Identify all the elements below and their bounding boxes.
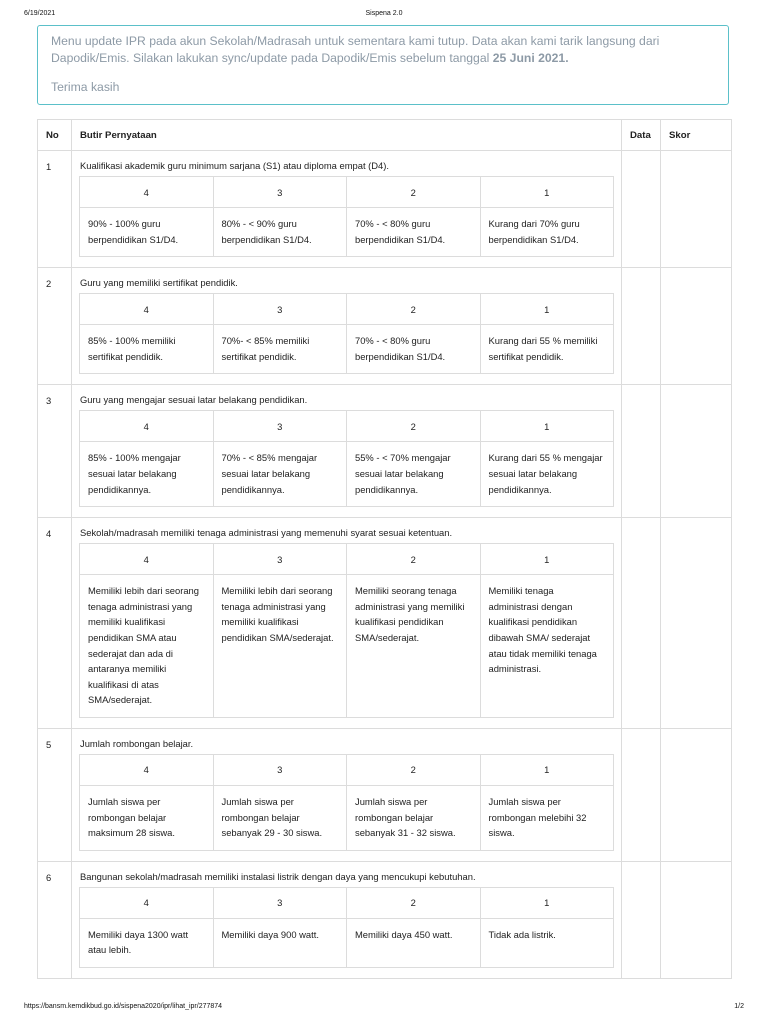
statement-text: Kualifikasi akademik guru minimum sarjana (S1) atau diploma empat (D4). xyxy=(80,160,389,171)
statement-cell xyxy=(72,861,622,978)
row-number: 6 xyxy=(38,861,72,978)
rubric-criterion: Memiliki lebih dari seorang tenaga administrasi yang memiliki kualifikasi pendidikan SMA/sederajat. xyxy=(213,575,347,718)
rubric-level-header: 3 xyxy=(213,177,347,208)
header-statement: Butir Pernyataan xyxy=(72,120,622,151)
notice-line-2 xyxy=(51,50,715,67)
table-row xyxy=(38,385,732,518)
rubric-table xyxy=(79,176,614,257)
statement-cell xyxy=(72,728,622,861)
rubric-criterion: Kurang dari 55 % memiliki sertifikat pendidik. xyxy=(480,325,614,374)
rubric-criterion: Tidak ada listrik. xyxy=(480,918,614,967)
data-cell xyxy=(622,151,661,268)
rubric-level-header: 2 xyxy=(347,411,481,442)
data-cell xyxy=(622,268,661,385)
data-cell xyxy=(622,385,661,518)
rubric-level-header: 3 xyxy=(213,294,347,325)
statement-text: Guru yang mengajar sesuai latar belakang pendidikan. xyxy=(80,394,308,406)
rubric-criterion: Memiliki tenaga administrasi dengan kualifikasi pendidikan dibawah SMA/ sederajat atau tidak memiliki tenaga administrasi. xyxy=(480,575,614,718)
statement-cell xyxy=(72,151,622,268)
rubric-level-header: 1 xyxy=(480,411,614,442)
score-cell xyxy=(661,728,732,861)
statement-text: Sekolah/madrasah memiliki tenaga administrasi yang memenuhi syarat sesuai ketentuan. xyxy=(80,527,453,539)
rubric-level-header: 1 xyxy=(480,754,614,785)
rubric-criterion: Kurang dari 70% guru berpendidikan S1/D4. xyxy=(480,208,614,257)
rubric-criterion: 85% - 100% memiliki sertifikat pendidik. xyxy=(80,325,214,374)
notice-line-1: Menu update IPR pada akun Sekolah/Madrasah untuk sementara kami tutup. Data akan kami tarik langsung dari xyxy=(51,34,660,48)
rubric-level-header: 2 xyxy=(347,754,481,785)
score-cell xyxy=(661,518,732,729)
rubric-level-header: 4 xyxy=(80,754,214,785)
notice-alert xyxy=(37,25,729,105)
row-number: 4 xyxy=(38,518,72,729)
score-cell xyxy=(661,151,732,268)
rubric-level-header: 2 xyxy=(347,544,481,575)
table-row xyxy=(38,268,732,385)
header-data: Data xyxy=(622,120,661,151)
statement-cell xyxy=(72,268,622,385)
rubric-level-header: 2 xyxy=(347,887,481,918)
rubric-table xyxy=(79,410,614,507)
rubric-level-header: 3 xyxy=(213,754,347,785)
rubric-criterion: Jumlah siswa per rombongan melebihi 32 siswa. xyxy=(480,785,614,850)
print-date: 6/19/2021 xyxy=(24,10,56,17)
rubric-level-header: 3 xyxy=(213,544,347,575)
statement-cell xyxy=(72,518,622,729)
rubric-criteria-row xyxy=(80,785,614,850)
notice-deadline-date: 25 Juni 2021. xyxy=(492,50,569,65)
data-cell xyxy=(622,861,661,978)
header-no: No xyxy=(38,120,72,151)
rubric-criterion: 90% - 100% guru berpendidikan S1/D4. xyxy=(80,208,214,257)
rubric-criteria-row xyxy=(80,442,614,507)
print-url: https://bansm.kemdikbud.go.id/sispena2020/ipr/lihat_ipr/277874 xyxy=(24,1003,223,1010)
rubric-level-header: 3 xyxy=(213,411,347,442)
rubric-level-header: 4 xyxy=(80,294,214,325)
rubric-level-header: 4 xyxy=(80,887,214,918)
rubric-level-header: 3 xyxy=(213,887,347,918)
rubric-header-row xyxy=(80,294,614,325)
rubric-header-row xyxy=(80,411,614,442)
rubric-table xyxy=(79,293,614,374)
rubric-criteria-row xyxy=(80,325,614,374)
rubric-level-header: 2 xyxy=(347,294,481,325)
rubric-header-row xyxy=(80,887,614,918)
rubric-level-header: 1 xyxy=(480,294,614,325)
rubric-table xyxy=(79,543,614,718)
table-row xyxy=(38,728,732,861)
rubric-criterion: 70% - < 85% mengajar sesuai latar belakang pendidikannya. xyxy=(213,442,347,507)
assessment-table xyxy=(37,119,732,979)
table-row xyxy=(38,518,732,729)
rubric-criterion: Jumlah siswa per rombongan belajar maksimum 28 siswa. xyxy=(80,785,214,850)
score-cell xyxy=(661,861,732,978)
row-number: 1 xyxy=(38,151,72,268)
rubric-criterion: 55% - < 70% mengajar sesuai latar belakang pendidikannya. xyxy=(347,442,481,507)
rubric-criteria-row xyxy=(80,575,614,718)
table-header-row xyxy=(38,120,732,151)
rubric-criterion: 70% - < 80% guru berpendidikan S1/D4. xyxy=(347,325,481,374)
rubric-level-header: 4 xyxy=(80,177,214,208)
rubric-header-row xyxy=(80,177,614,208)
table-row xyxy=(38,151,732,268)
print-title: Sispena 2.0 xyxy=(365,10,403,17)
rubric-criterion: Memiliki daya 1300 watt atau lebih. xyxy=(80,918,214,967)
rubric-level-header: 1 xyxy=(480,177,614,208)
notice-line-2-text: Dapodik/Emis. Silakan lakukan sync/update pada Dapodik/Emis sebelum tanggal xyxy=(51,50,493,65)
data-cell xyxy=(622,518,661,729)
score-cell xyxy=(661,268,732,385)
rubric-criterion: Memiliki seorang tenaga administrasi yang memiliki kualifikasi pendidikan SMA/sederajat. xyxy=(347,575,481,718)
statement-text: Bangunan sekolah/madrasah memiliki instalasi listrik dengan daya yang mencukupi kebutuhan. xyxy=(80,870,476,882)
rubric-header-row xyxy=(80,754,614,785)
rubric-table xyxy=(79,754,614,851)
header-score: Skor xyxy=(661,120,732,151)
rubric-level-header: 2 xyxy=(347,177,481,208)
rubric-criterion: Jumlah siswa per rombongan belajar sebanyak 29 - 30 siswa. xyxy=(213,785,347,850)
score-cell xyxy=(661,385,732,518)
data-cell xyxy=(622,728,661,861)
rubric-criterion: Jumlah siswa per rombongan belajar sebanyak 31 - 32 siswa. xyxy=(347,785,481,850)
statement-cell xyxy=(72,385,622,518)
rubric-criterion: Memiliki lebih dari seorang tenaga administrasi yang memiliki kualifikasi pendidikan SMA atau sederajat dan ada di antaranya memiliki kualifikasi di atas SMA/sederajat. xyxy=(80,575,214,718)
rubric-criterion: 85% - 100% mengajar sesuai latar belakang pendidikannya. xyxy=(80,442,214,507)
print-header xyxy=(24,10,744,22)
row-number: 2 xyxy=(38,268,72,385)
rubric-criteria-row xyxy=(80,208,614,257)
rubric-criteria-row xyxy=(80,918,614,967)
rubric-level-header: 1 xyxy=(480,544,614,575)
statement-text: Guru yang memiliki sertifikat pendidik. xyxy=(80,277,238,289)
rubric-criterion: Memiliki daya 900 watt. xyxy=(213,918,347,967)
row-number: 3 xyxy=(38,385,72,518)
rubric-criterion: 70%- < 85% memiliki sertifikat pendidik. xyxy=(213,325,347,374)
rubric-criterion: Memiliki daya 450 watt. xyxy=(347,918,481,967)
notice-thanks: Terima kasih xyxy=(51,80,120,94)
rubric-level-header: 4 xyxy=(80,544,214,575)
rubric-criterion: 80% - < 90% guru berpendidikan S1/D4. xyxy=(213,208,347,257)
row-number: 5 xyxy=(38,728,72,861)
rubric-level-header: 4 xyxy=(80,411,214,442)
rubric-criterion: 70% - < 80% guru berpendidikan S1/D4. xyxy=(347,208,481,257)
print-footer xyxy=(24,1003,744,1015)
table-row xyxy=(38,861,732,978)
rubric-header-row xyxy=(80,544,614,575)
rubric-criterion: Kurang dari 55 % mengajar sesuai latar belakang pendidikannya. xyxy=(480,442,614,507)
table-body xyxy=(38,151,732,979)
rubric-table xyxy=(79,887,614,968)
rubric-level-header: 1 xyxy=(480,887,614,918)
page-number: 1/2 xyxy=(734,1003,744,1010)
statement-text: Jumlah rombongan belajar. xyxy=(80,737,194,749)
